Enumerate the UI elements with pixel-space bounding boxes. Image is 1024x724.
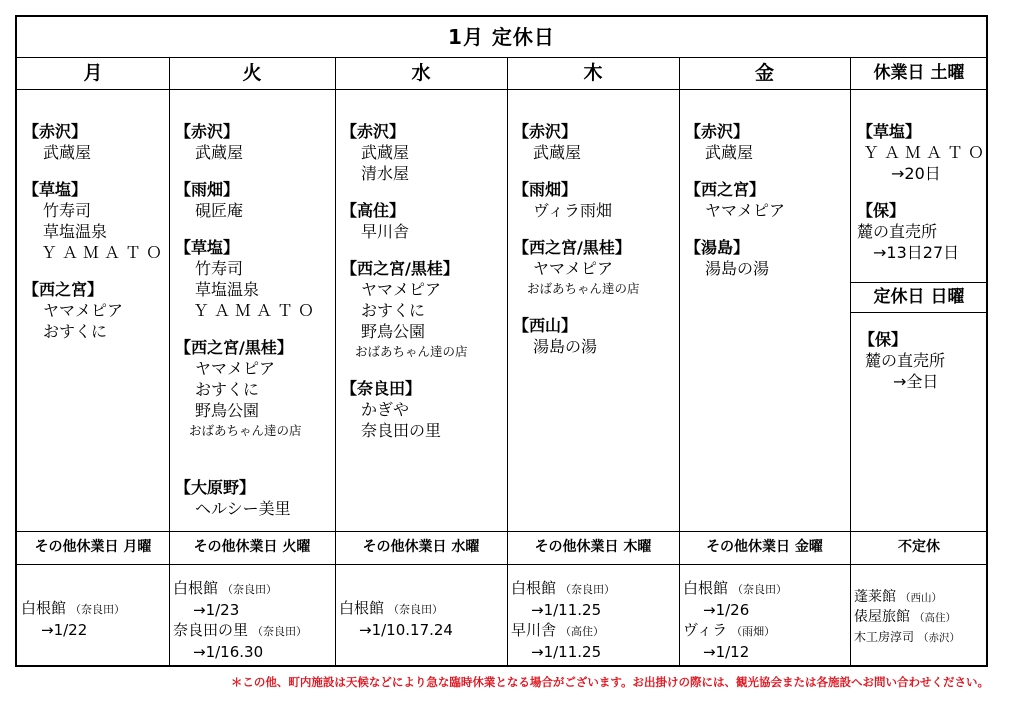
facility-name: 白根館 <box>683 579 729 597</box>
area-group <box>685 121 785 163</box>
header-tuesday: 火 <box>242 62 262 84</box>
facility-name: 竹寿司 <box>43 201 92 220</box>
facility-name: 奈良田の里 <box>173 621 249 639</box>
area-label: 【西山】 <box>513 316 578 335</box>
area-label: 【西之宮】 <box>23 280 104 299</box>
facility-name: 武蔵屋 <box>361 143 410 162</box>
other-header-irregular: 不定休 <box>898 539 940 555</box>
area-group <box>341 258 468 362</box>
area-label: 【雨畑】 <box>513 180 578 199</box>
facility-name: ヤマメピア <box>361 280 442 299</box>
area-group <box>513 315 640 357</box>
closure-dates: →1/10.17.24 <box>359 621 453 639</box>
facility-name: ヘルシー美里 <box>195 499 291 518</box>
facility-entry <box>683 620 787 642</box>
area-group <box>513 179 640 221</box>
closure-dates: →1/11.25 <box>531 601 602 619</box>
closure-dates: →20日 <box>891 164 941 183</box>
facility-name: ヤマメピア <box>533 259 614 278</box>
facility-name: 麓の直売所 <box>865 351 946 370</box>
closure-dates: →1/23 <box>193 601 240 619</box>
divider <box>850 312 986 313</box>
facility-area: （雨畑） <box>731 625 776 638</box>
area-label: 【赤沢】 <box>685 122 750 141</box>
facility-name: 早川舎 <box>361 222 410 241</box>
area-group <box>513 121 640 163</box>
friday-closures <box>685 89 785 295</box>
facility-entry <box>683 578 787 600</box>
page-title: 1月 定休日 <box>448 25 555 49</box>
closure-dates: →1/11.25 <box>531 643 602 661</box>
area-label: 【保】 <box>859 330 908 349</box>
area-label: 【草塩】 <box>857 122 922 141</box>
wednesday-closures <box>341 89 468 457</box>
facility-area: （高住） <box>560 625 605 638</box>
divider <box>335 57 336 665</box>
facility-name: 野鳥公園 <box>361 322 426 341</box>
area-label: 【草塩】 <box>175 238 240 257</box>
area-group <box>341 378 468 441</box>
facility-name: おすくに <box>361 301 426 320</box>
facility-name: ＹＡＭＡＴＯ <box>863 143 990 162</box>
area-group <box>513 237 640 299</box>
facility-name: ヤマメピア <box>43 301 124 320</box>
other-monday <box>21 564 125 640</box>
area-group <box>23 279 167 342</box>
closure-dates: →1/16.30 <box>193 643 264 661</box>
facility-name: ヴィラ <box>683 621 728 639</box>
facility-name: 俵屋旅館 <box>854 609 910 625</box>
divider <box>169 57 170 665</box>
other-tuesday <box>173 564 307 662</box>
facility-name: おばあちゃん達の店 <box>527 281 640 296</box>
facility-name: 奈良田の里 <box>361 421 442 440</box>
area-label: 【西之宮】 <box>685 180 766 199</box>
divider <box>507 57 508 665</box>
closure-dates: →1/26 <box>703 601 750 619</box>
facility-area: （西山） <box>900 592 942 604</box>
facility-area: （奈良田） <box>388 603 444 616</box>
footnote: ＊この他、町内施設は天候などにより急な臨時休業となる場合がございます。お出掛けの際には、観光協会または各施設へお問い合わせください。 <box>230 675 989 689</box>
facility-name: おばあちゃん達の店 <box>355 344 468 359</box>
facility-name: 湯島の湯 <box>705 259 770 278</box>
other-header-monday: その他休業日 月曜 <box>34 539 152 555</box>
facility-entry <box>854 628 960 648</box>
facility-name: ヤマメピア <box>705 201 786 220</box>
area-group <box>175 477 319 519</box>
area-label: 【赤沢】 <box>23 122 88 141</box>
facility-name: 麓の直売所 <box>857 222 938 241</box>
area-label: 【雨畑】 <box>175 180 240 199</box>
facility-area: （奈良田） <box>560 583 616 596</box>
facility-entry <box>854 608 960 628</box>
saturday-closures <box>857 89 989 279</box>
area-group <box>23 179 167 263</box>
other-thursday <box>511 564 615 662</box>
closure-dates: →全日 <box>893 372 939 391</box>
facility-entry <box>173 620 307 642</box>
area-label: 【赤沢】 <box>513 122 578 141</box>
other-header-friday: その他休業日 金曜 <box>706 539 823 555</box>
area-group <box>175 121 319 163</box>
facility-entry <box>173 578 307 600</box>
other-header-thursday: その他休業日 木曜 <box>534 539 652 555</box>
facility-name: 木工房淳司 <box>854 630 915 644</box>
facility-name: 武蔵屋 <box>533 143 582 162</box>
area-label: 【湯島】 <box>685 238 750 257</box>
other-header-tuesday: その他休業日 火曜 <box>193 539 311 555</box>
facility-name: ヴィラ雨畑 <box>533 201 613 220</box>
area-label: 【草塩】 <box>23 180 88 199</box>
facility-name: 武蔵屋 <box>195 143 244 162</box>
area-label: 【保】 <box>857 201 906 220</box>
facility-entry <box>511 620 615 642</box>
area-label: 【大原野】 <box>175 478 256 497</box>
facility-name: 白根館 <box>339 599 385 617</box>
facility-name: 武蔵屋 <box>705 143 754 162</box>
facility-area: （赤沢） <box>918 632 961 644</box>
facility-entry <box>339 598 453 620</box>
facility-name: 硯匠庵 <box>195 201 244 220</box>
area-group <box>685 237 785 279</box>
thursday-closures <box>513 89 640 373</box>
facility-area: （奈良田） <box>732 583 788 596</box>
facility-entry <box>511 578 615 600</box>
closure-dates: →13日27日 <box>873 243 960 262</box>
area-group <box>175 337 319 441</box>
closure-dates: →1/22 <box>41 621 88 639</box>
monday-closures <box>23 89 167 358</box>
facility-name: 草塩温泉 <box>195 280 260 299</box>
area-group <box>175 179 319 221</box>
area-group <box>859 329 945 392</box>
facility-area: （奈良田） <box>222 583 278 596</box>
other-wednesday <box>339 564 453 640</box>
facility-name: 清水屋 <box>361 164 410 183</box>
area-label: 【西之宮/黒桂】 <box>341 259 459 278</box>
facility-name: 竹寿司 <box>195 259 244 278</box>
facility-name: おばあちゃん達の店 <box>189 423 302 438</box>
divider <box>17 564 986 565</box>
facility-name: 白根館 <box>511 579 557 597</box>
facility-area: （奈良田） <box>70 603 126 616</box>
header-monday: 月 <box>83 62 103 84</box>
divider <box>679 57 680 665</box>
area-label: 【奈良田】 <box>341 379 422 398</box>
area-group <box>341 121 468 184</box>
area-group <box>857 200 989 263</box>
header-friday: 金 <box>754 62 774 84</box>
facility-name: おすくに <box>195 380 260 399</box>
facility-name: かぎや <box>361 400 410 419</box>
closure-dates: →1/12 <box>703 643 750 661</box>
facility-name: 蓬莱館 <box>854 589 896 605</box>
area-group <box>175 237 319 321</box>
other-header-wednesday: その他休業日 水曜 <box>362 539 480 555</box>
facility-name: 早川舎 <box>511 621 557 639</box>
area-group <box>685 179 785 221</box>
facility-name: ＹＡＭＡＴＯ <box>41 243 168 262</box>
facility-name: 湯島の湯 <box>533 337 598 356</box>
facility-area: （奈良田） <box>252 625 308 638</box>
facility-name: ヤマメピア <box>195 359 276 378</box>
facility-entry <box>854 588 960 608</box>
area-label: 【西之宮/黒桂】 <box>175 338 293 357</box>
header-wednesday: 水 <box>411 62 431 84</box>
facility-name: 草塩温泉 <box>43 222 108 241</box>
facility-entry <box>21 598 125 620</box>
sunday-closures <box>859 329 945 408</box>
area-label: 【高住】 <box>341 201 406 220</box>
header-sunday: 定休日 日曜 <box>873 287 965 307</box>
header-thursday: 木 <box>583 62 603 84</box>
divider <box>850 57 851 665</box>
facility-name: 武蔵屋 <box>43 143 92 162</box>
facility-name: 野鳥公園 <box>195 401 260 420</box>
facility-name: 白根館 <box>21 599 67 617</box>
area-group <box>23 121 167 163</box>
irregular-closures <box>854 564 960 648</box>
area-group <box>341 200 468 242</box>
facility-name: ＹＡＭＡＴＯ <box>193 301 320 320</box>
header-saturday: 休業日 土曜 <box>873 63 965 83</box>
other-friday <box>683 564 787 662</box>
area-group <box>857 121 989 184</box>
schedule-table <box>15 15 988 667</box>
area-label: 【赤沢】 <box>341 122 406 141</box>
facility-name: 白根館 <box>173 579 219 597</box>
area-label: 【赤沢】 <box>175 122 240 141</box>
facility-name: おすくに <box>43 322 108 341</box>
area-label: 【西之宮/黒桂】 <box>513 238 631 257</box>
tuesday-closures <box>175 89 319 535</box>
facility-area: （高住） <box>914 612 956 624</box>
